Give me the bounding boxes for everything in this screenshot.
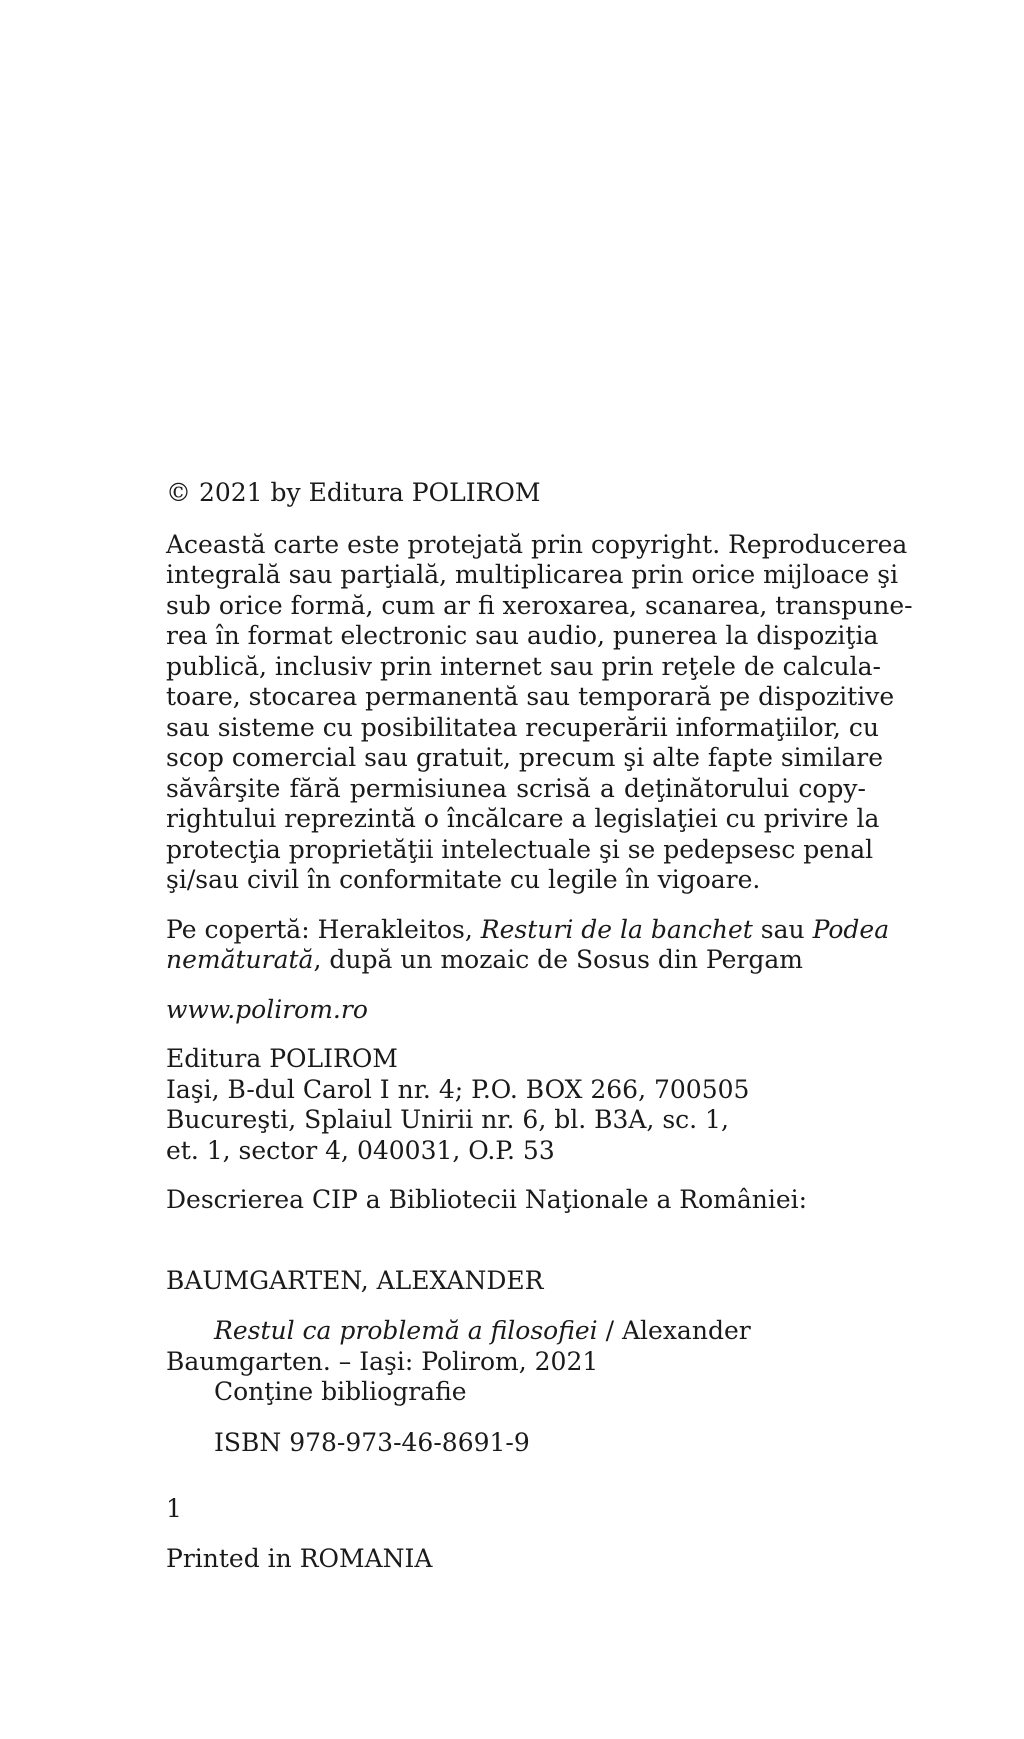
publisher-website: www.polirom.ro (166, 994, 368, 1024)
copyright-line: © 2021 by Editura POLIROM (166, 478, 541, 507)
legal-line: sau sisteme cu posibilitatea recuperării informaţiilor, cu (166, 712, 879, 742)
cover-artwork-title-1: Resturi de la banchet (480, 914, 753, 944)
cip-heading: Descrierea CIP a Bibliotecii Naţionale a României: (166, 1185, 808, 1214)
legal-line: săvârşite fără permisiunea scrisă a deţinătorului copy- (166, 773, 866, 803)
cover-credit-joiner: sau (752, 914, 813, 944)
legal-line: sub orice formă, cum ar fi xeroxarea, scanarea, transpune- (166, 590, 913, 620)
cover-credit-prefix: Pe copertă: Herakleitos, (166, 914, 481, 944)
publisher-address (166, 1044, 866, 1166)
isbn: ISBN 978-973-46-8691-9 (214, 1427, 530, 1457)
legal-notice (166, 529, 913, 896)
legal-line: rightului reprezintă o încălcare a legislaţiei cu privire la (166, 804, 880, 833)
cover-credit-suffix: , după un mozaic de Sosus din Pergam (313, 945, 803, 974)
legal-line: rea în format electronic sau audio, punerea la dispoziţia (166, 621, 879, 650)
legal-line: şi/sau civil în conformitate cu legile în vigoare. (166, 865, 761, 894)
cip-work-author: / Alexander (597, 1316, 751, 1345)
cover-artwork-title-2a: Podea (812, 914, 890, 944)
legal-line: Această carte este protejată prin copyright. Reproducerea (166, 529, 908, 559)
cdu-code: 1 (166, 1494, 182, 1523)
imprint-text (166, 478, 913, 1574)
cover-artwork-title-2b: nemăturată (166, 945, 314, 974)
legal-line: integrală sau parţială, multiplicarea prin orice mijloace şi (166, 560, 899, 589)
cip-note: Conţine bibliografie (214, 1377, 467, 1406)
cip-entry (166, 1316, 866, 1408)
address-line: Editura POLIROM (166, 1044, 398, 1073)
address-line: Iaşi, B-dul Carol I nr. 4; P.O. BOX 266, 700505 (166, 1074, 750, 1104)
printed-in: Printed in ROMANIA (166, 1543, 433, 1573)
cip-publication-line: Baumgarten. – Iaşi: Polirom, 2021 (166, 1346, 599, 1376)
cip-author: BAUMGARTEN, ALEXANDER (166, 1265, 544, 1295)
legal-line: toare, stocarea permanentă sau temporară pe dispozitive (166, 682, 895, 711)
address-line: et. 1, sector 4, 040031, O.P. 53 (166, 1135, 555, 1165)
legal-line: publică, inclusiv prin internet sau prin reţele de calcula- (166, 651, 881, 681)
cip-work-title: Restul ca problemă a filosofiei (214, 1316, 598, 1345)
legal-line: scop comercial sau gratuit, precum şi alte fapte similare (166, 743, 883, 772)
cover-credit (166, 914, 890, 976)
address-line: Bucureşti, Splaiul Unirii nr. 6, bl. B3A, sc. 1, (166, 1105, 729, 1134)
legal-line: protecţia proprietăţii intelectuale şi se pedepsesc penal (166, 834, 874, 864)
